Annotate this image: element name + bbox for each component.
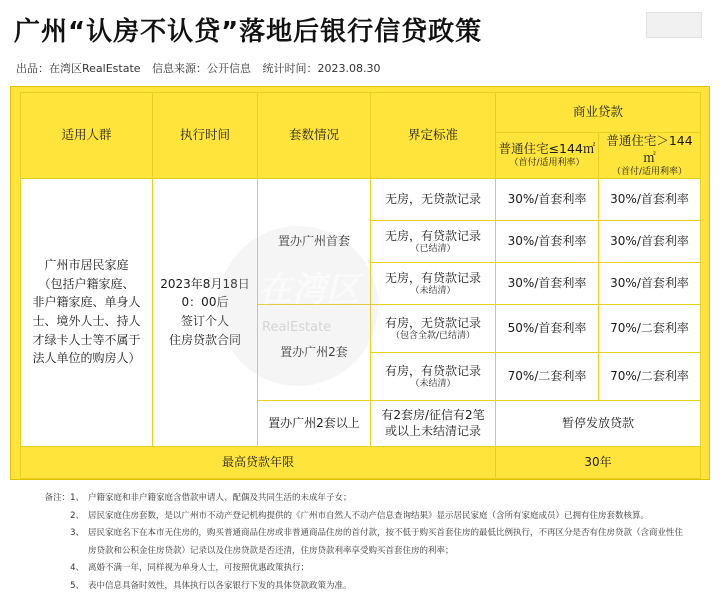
criteria-text: 有2套房/征信有2笔 或以上未结清记录 (381, 407, 485, 439)
count-first: 置办广州首套 (258, 178, 371, 304)
note-item (40, 560, 700, 578)
criteria-note: （已结清） (410, 243, 456, 254)
header-small-label: 普通住宅≤144㎡ (498, 141, 596, 157)
criteria-text: 无房，有贷款记录 (384, 228, 481, 243)
note-number: 5、 (70, 580, 84, 591)
small-area-cell: 30%/首套利率 (496, 262, 599, 304)
header-row (21, 93, 701, 133)
note-number: 2、 (70, 510, 84, 521)
criteria-note: （包含全款/已结清） (390, 330, 476, 341)
note-item (40, 490, 700, 508)
max-term-value: 30年 (496, 446, 701, 478)
policy-table (20, 92, 701, 479)
header-large-label: 普通住宅＞144㎡ (606, 133, 693, 165)
table-row (21, 178, 701, 220)
time-text: 2023年8月18日 0：00后 签订个人 住房贷款合同 (160, 276, 250, 347)
watermark-text: 在湾区 (258, 270, 360, 310)
header-count: 套数情况 (258, 93, 371, 179)
note-item (40, 578, 700, 596)
note-text: 居民家庭住房套数，是以广州市不动产登记机构提供的《广州市自然人不动产信息查询结果》显示居民家庭（含所有家庭成员）已拥有住房套数核算。 (88, 510, 650, 521)
header-large-area (599, 133, 701, 179)
header-small-area (496, 133, 599, 179)
time-cell (153, 178, 258, 446)
note-number (40, 543, 88, 561)
header-group: 适用人群 (21, 93, 153, 179)
large-area-cell: 30%/首套利率 (599, 178, 701, 220)
notes (40, 490, 700, 595)
note-text: 户籍家庭和非户籍家庭含借款申请人、配偶及共同生活的未成年子女； (88, 493, 352, 503)
note-text: 离婚不满一年，同样视为单身人士，可按照优惠政策执行； (88, 563, 310, 573)
criteria-text: 有房，无贷款记录 (384, 315, 481, 330)
stat-date: 统计时间：2023.08.30 (262, 62, 381, 75)
header-large-sub: （首付/适用利率） (611, 166, 688, 177)
suspend-cell: 暂停发放贷款 (496, 400, 701, 446)
note-text: 房贷款和公积金住房贷款）记录以及住房贷款是否还清，住房贷款利率享受购买首套住房的利率； (88, 545, 454, 556)
large-area-cell: 30%/首套利率 (599, 262, 701, 304)
large-area-cell: 70%/二套利率 (599, 352, 701, 400)
corner-placeholder (646, 12, 702, 38)
title-bar (14, 10, 706, 54)
criteria-cell (371, 262, 496, 304)
small-area-cell: 70%/二套利率 (496, 352, 599, 400)
header-criteria: 界定标准 (371, 93, 496, 179)
small-area-cell: 50%/首套利率 (496, 304, 599, 352)
count-third: 置办广州2套以上 (258, 400, 371, 446)
note-number: 4、 (70, 563, 84, 573)
criteria-cell (371, 304, 496, 352)
criteria-text: 无房，无贷款记录 (384, 191, 481, 206)
note-number: 3、 (70, 528, 84, 538)
criteria-cell (371, 220, 496, 262)
note-item (40, 543, 700, 561)
note-item (40, 508, 700, 526)
note-text: 居民家庭名下在本市无住房的，购买普通商品住房或非普通商品住房的首付款，按不低于购买首套住房的最低比例执行，不再区分是否有住房贷款（含商业性住 (88, 528, 684, 538)
note-text: 表中信息具备时效性，具体执行以各家银行下发的具体贷款政策为准。 (88, 580, 352, 591)
page-title: 广州“认房不认贷”落地后银行信贷政策 (14, 17, 483, 47)
group-cell (21, 178, 153, 446)
criteria-cell (371, 400, 496, 446)
criteria-text: 无房，有贷款记录 (384, 270, 481, 285)
meta-line (16, 60, 389, 76)
group-text: 广州市居民家庭 （包括户籍家庭、 非户籍家庭、单身人 士、境外人士、持人 才绿卡人士等不属于 法人单位的购房人） (32, 258, 141, 366)
header-time: 执行时间 (153, 93, 258, 179)
large-area-cell: 30%/首套利率 (599, 220, 701, 262)
criteria-cell (371, 178, 496, 220)
source: 信息来源：公开信息 (152, 62, 252, 75)
criteria-cell (371, 352, 496, 400)
publisher: 出品：在湾区RealEstate (16, 62, 141, 75)
watermark-sub: RealEstate (262, 320, 332, 335)
criteria-note: （未结清） (410, 285, 456, 296)
small-area-cell: 30%/首套利率 (496, 178, 599, 220)
count-second: 置办广州2套 (258, 304, 371, 400)
criteria-text: 有房，有贷款记录 (384, 363, 481, 378)
max-term-row (21, 446, 701, 478)
criteria-note: （未结清） (410, 378, 456, 389)
note-item (40, 525, 700, 543)
large-area-cell: 70%/二套利率 (599, 304, 701, 352)
note-number: 备注：1、 (44, 493, 84, 503)
small-area-cell: 30%/首套利率 (496, 220, 599, 262)
max-term-label: 最高贷款年限 (21, 446, 496, 478)
header-small-sub: （首付/适用利率） (509, 158, 585, 169)
header-commercial: 商业贷款 (496, 93, 701, 133)
